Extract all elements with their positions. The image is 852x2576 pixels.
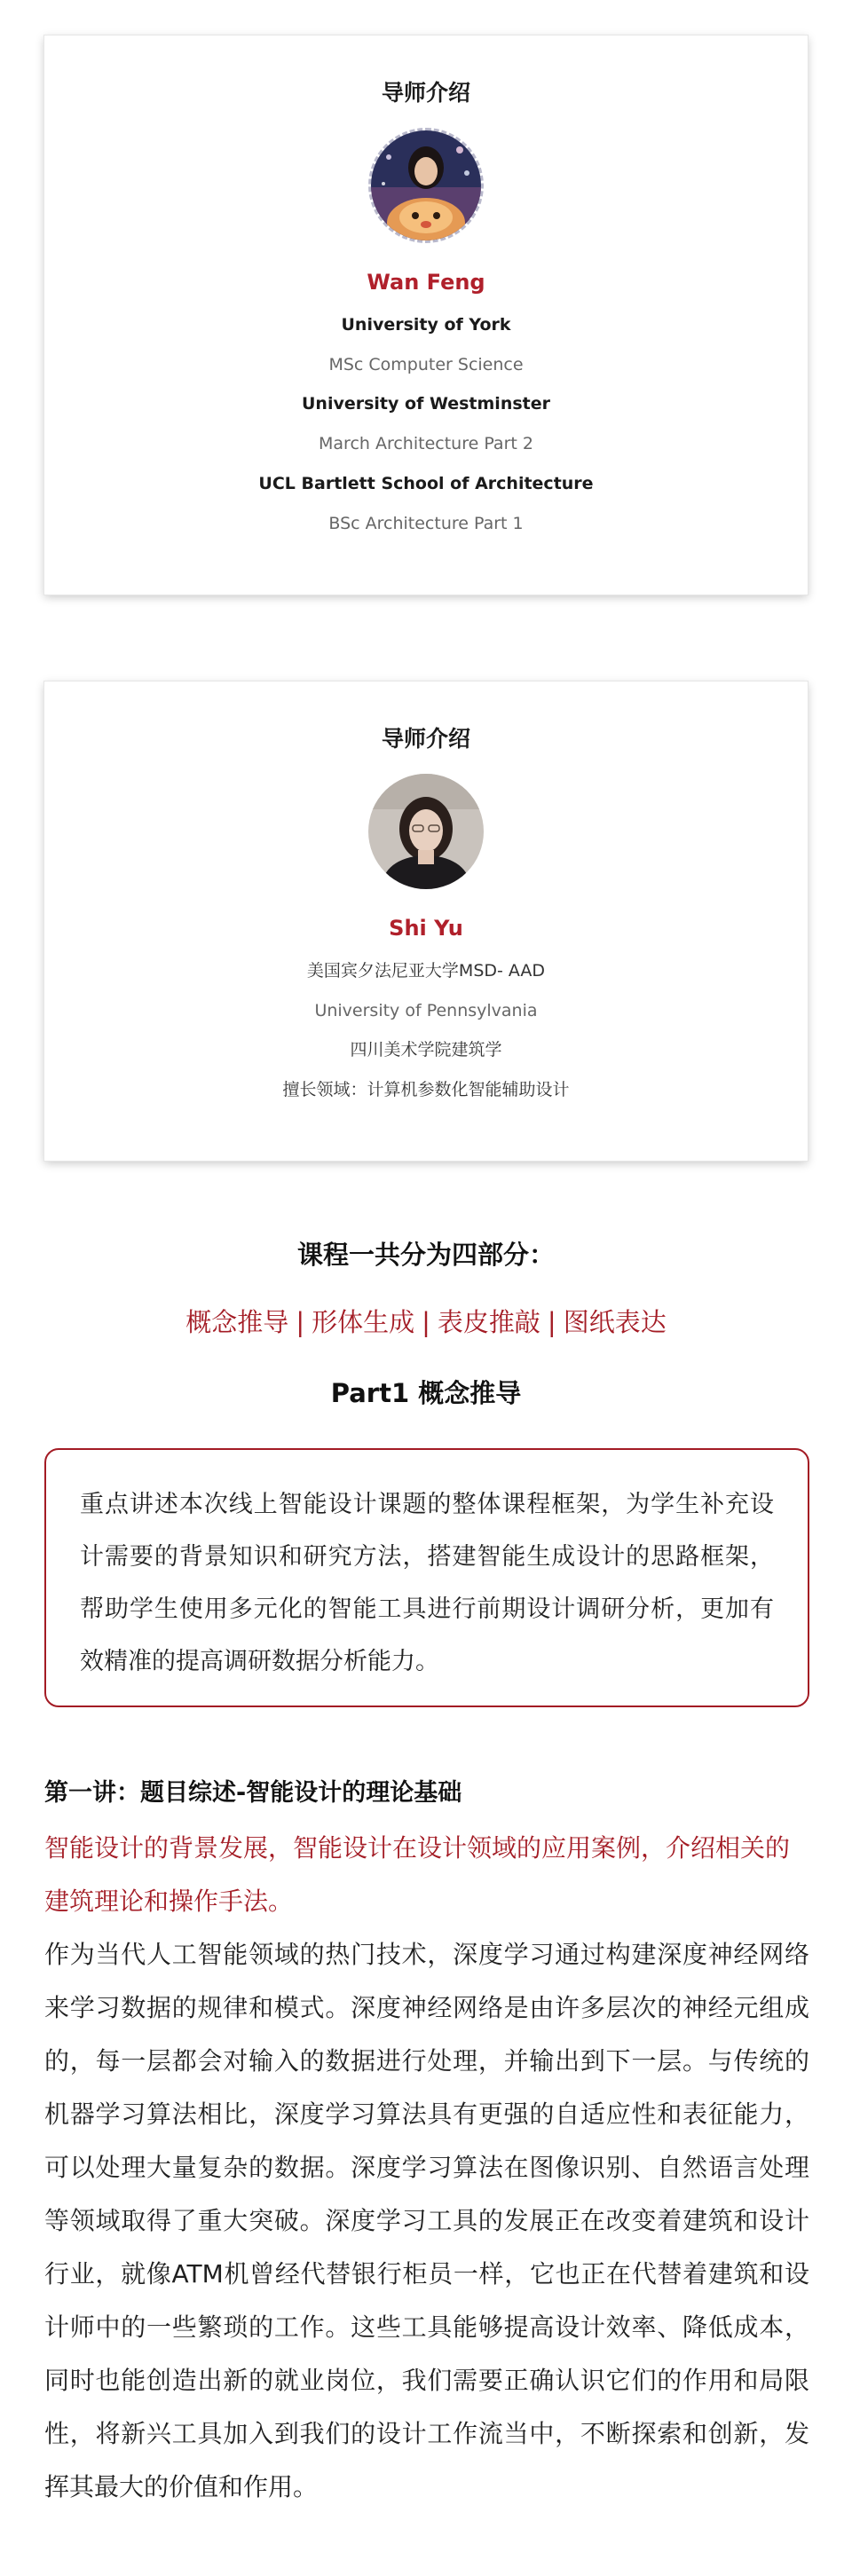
parts-separator: | bbox=[422, 1307, 430, 1337]
mentor-school: University of Westminster bbox=[302, 394, 550, 414]
mentor-degree: MSc Computer Science bbox=[328, 354, 524, 374]
mentor-school: University of York bbox=[341, 314, 511, 335]
course-part: 概念推导 bbox=[185, 1307, 289, 1337]
mentor-card-title: 导师介绍 bbox=[381, 80, 470, 106]
course-part: 表皮推敲 bbox=[437, 1307, 540, 1337]
mentor-name: Shi Yu bbox=[389, 916, 463, 941]
course-heading: 课程一共分为四部分： bbox=[296, 1240, 555, 1270]
parts-separator: | bbox=[547, 1307, 556, 1337]
mentor-expertise: 擅长领域：计算机参数化智能辅助设计 bbox=[282, 1080, 570, 1100]
mentor-degree: March Architecture Part 2 bbox=[319, 434, 533, 454]
parts-separator: | bbox=[296, 1307, 305, 1337]
mentor-school: 美国宾夕法尼亚大学MSD- AAD bbox=[306, 960, 546, 981]
part1-heading: Part1 概念推导 bbox=[330, 1378, 522, 1408]
mentor-name: Wan Feng bbox=[367, 270, 485, 295]
avatar bbox=[368, 774, 484, 889]
course-parts bbox=[0, 1303, 852, 1339]
mentor-card-title: 导师介绍 bbox=[381, 726, 470, 752]
avatar bbox=[368, 128, 484, 243]
avatar-photo bbox=[371, 130, 481, 240]
mentor-school-en: University of Pennsylvania bbox=[314, 1000, 538, 1020]
mentor-card-shi-yu bbox=[44, 681, 808, 1161]
part1-intro-box bbox=[44, 1448, 809, 1707]
mentor-card-wan-feng bbox=[44, 35, 808, 595]
course-part: 形体生成 bbox=[312, 1307, 415, 1337]
lecture-body: 作为当代人工智能领域的热门技术，深度学习通过构建深度神经网络来学习数据的规律和模式。深度神经网络是由许多层次的神经元组成的，每一层都会对输入的数据进行处理，并输出到下一层。与传统的机器学习算法相比，深度学习算法具有更强的自适应性和表征能力，可以处理大量复杂的数据。深度学习算法在图像识别、自然语言处理等领域取得了重大突破。深度学习工具的发展正在改变着建筑和设计行业，就像ATM机曾经代替银行柜员一样，它也正在代替着建筑和设计师中的一些繁琐的工作。这些工具能够提高设计效率、降低成本，同时也能创造出新的就业岗位，我们需要正确认识它们的作用和局限性，将新兴工具加入到我们的设计工作流当中，不断探索和创新，发挥其最大的价值和作用。 bbox=[44, 1940, 809, 2501]
lecture-summary: 智能设计的背景发展，智能设计在设计领域的应用案例，介绍相关的建筑理论和操作手法。 bbox=[44, 1833, 791, 1916]
part1-intro-text: 重点讲述本次线上智能设计课题的整体课程框架，为学生补充设计需要的背景知识和研究方法，搭建智能生成设计的思路框架，帮助学生使用多元化的智能工具进行前期设计调研分析，更加有效精准的提高调研数据分析能力。 bbox=[80, 1491, 774, 1675]
lecture-title: 第一讲：题目综述-智能设计的理论基础 bbox=[44, 1779, 462, 1807]
mentor-school: UCL Bartlett School of Architecture bbox=[258, 473, 594, 493]
mentor-degree: BSc Architecture Part 1 bbox=[328, 513, 524, 533]
mentor-school: 四川美术学院建筑学 bbox=[350, 1040, 502, 1060]
avatar-photo bbox=[368, 774, 484, 889]
course-part: 图纸表达 bbox=[563, 1307, 667, 1337]
